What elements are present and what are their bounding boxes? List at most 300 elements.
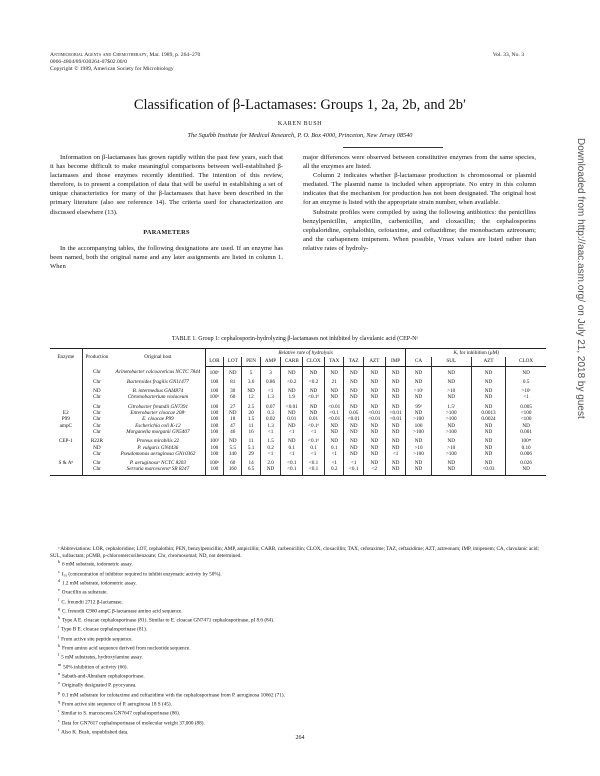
cell-value: 0.005 (506, 401, 546, 410)
footnote-text: Similar to S. marcescens GN7647 cephalosporinase (86). (61, 711, 181, 718)
cell-host: Morganella morganii GN5407 (126, 428, 190, 435)
table-row (50, 466, 546, 475)
cell-value: ND (260, 466, 281, 475)
cell-value: 140 (224, 451, 242, 457)
cell-value: 100 (205, 451, 223, 457)
cell-value: ND (406, 366, 431, 376)
header-host: Original host (111, 349, 205, 367)
cell-value: <0.2 (303, 376, 325, 385)
cell-value: ND (385, 466, 406, 475)
cell-value: ND (431, 366, 471, 376)
cell-value: ND (431, 435, 471, 444)
header-tax: TAX (324, 357, 344, 366)
cell-value: <1 (281, 451, 303, 457)
cell-value: ND (431, 457, 471, 466)
cell-value: 100 (205, 423, 223, 429)
header-imp: IMP (385, 357, 406, 366)
cell-value: <0.1 (281, 457, 303, 466)
cell-value: <1 (260, 429, 281, 435)
cell-host: E. cloacae P99 (142, 416, 174, 423)
cell-value: >10 (406, 445, 431, 451)
cell-value: 0.02 (260, 416, 281, 422)
cell-value: 100 (205, 445, 223, 451)
cell-value: ND (224, 366, 242, 376)
cell-host: Pseudomonas aeruginosa GN10362 (120, 450, 196, 457)
footnote-mark: j (58, 633, 60, 639)
footnote-text: Oxacillin as substrate. (61, 589, 108, 596)
cell-value: ND (344, 445, 364, 451)
cell-host: B. intermedius GAI4874 (132, 388, 184, 395)
cell-value: <1 (324, 451, 344, 457)
cell-value: 2.5 (242, 401, 260, 410)
cell-value: ND (506, 423, 546, 429)
cell-value: 0.10 (506, 445, 546, 451)
cell-production: Chr (82, 429, 111, 435)
cell-value: 16 (242, 429, 260, 435)
cell-value: ND (385, 385, 406, 394)
cell-enzyme: CEP-1 (58, 438, 73, 445)
cell-value: ND (431, 394, 471, 400)
cell-value: 5 (242, 366, 260, 376)
cell-value: 0.2 (324, 466, 344, 475)
cell-enzyme (50, 385, 82, 394)
cell-value: <0.03 (471, 466, 505, 475)
cell-value: 1.9 (281, 394, 303, 400)
section-heading: PARAMETERS (143, 228, 190, 236)
cell-value: ND (363, 366, 385, 376)
cell-value: >10 (431, 445, 471, 451)
cell-value: ND (385, 394, 406, 400)
footnote-mark: s (58, 717, 60, 723)
cell-value: ND (324, 435, 344, 444)
cell-value: 0.05 (344, 410, 364, 416)
cell-value: ND (406, 457, 431, 466)
cell-value: ND (363, 451, 385, 457)
cell-value: <0.01 (344, 416, 364, 422)
footnote (58, 718, 545, 727)
cell-value: 100 (205, 410, 223, 416)
cell-value: ND (344, 401, 364, 410)
paragraph: Substrate profiles were compiled by using the following antibiotics: the penicillins benzylpenicillin, ampicillin, carbenicillin, and cloxacillin; the cephalosporins cephaloridine, cephalothin, cefotaxime, and ceftazidime; the monobactam aztreonam; and the carbapenem imipenem. When possible, Vmax values are listed rather than relative rates of hydroly- (303, 208, 536, 252)
cell-value: 100 (205, 429, 223, 435)
cell-value: ND (385, 401, 406, 410)
cell-value: <1 (344, 457, 364, 466)
footnote-text: From amino acid sequence derived from nucleotide sequence. (62, 645, 191, 652)
footnote-mark: c (58, 568, 60, 574)
footnote-mark: p (58, 689, 60, 695)
cell-value: ND (344, 423, 364, 429)
cell-value: <1 (303, 451, 325, 457)
cell-value: ND (324, 394, 344, 400)
cell-value: >100 (406, 429, 431, 435)
cell-production: Chr (82, 401, 111, 410)
footnote (58, 708, 545, 717)
footnote-text: 1.2 mM substrate, iodometric assay. (62, 580, 137, 587)
cell-value: ND (224, 435, 242, 444)
footnote-text: C. freundii 2712 β-lactamase. (61, 599, 123, 606)
cell-value: 0.001 (506, 429, 546, 435)
cell-value: <0.1 (344, 466, 364, 475)
header-pen: PEN (242, 357, 260, 366)
cell-value: ND (363, 457, 385, 466)
header-ki-sul: SUL (431, 357, 471, 366)
cell-value: 0.2 (260, 445, 281, 451)
cell-value: 0.0013 (471, 410, 505, 416)
cell-value: 100ᵇ (205, 366, 223, 376)
cell-value: ND (303, 410, 325, 416)
cell-value: ND (363, 376, 385, 385)
cell-value: ND (324, 366, 344, 376)
table-row (50, 366, 546, 376)
footnote (58, 690, 545, 699)
cell-value: 0.0024 (471, 416, 505, 422)
cell-value: 18 (224, 416, 242, 422)
header-taz: TAZ (344, 357, 364, 366)
cell-value: ND (471, 457, 505, 466)
cell-value: <2 (363, 466, 385, 475)
download-watermark (572, 138, 590, 538)
cell-value: ND (385, 366, 406, 376)
cell-value: <0.01 (324, 401, 344, 410)
cell-value: <100 (506, 410, 546, 416)
footnote (58, 662, 545, 671)
footnote-mark: g (58, 605, 60, 611)
cell-value: 6.5 (242, 466, 260, 475)
cell-value: 0.1 (281, 445, 303, 451)
cell-value: ND (363, 429, 385, 435)
footnote-mark: e (58, 587, 60, 593)
cell-enzyme: P99 (61, 416, 70, 423)
cell-production: ND (82, 445, 111, 451)
cell-production: Chr (82, 416, 111, 422)
footnote-mark: i (58, 624, 60, 630)
cell-value: 11 (242, 423, 260, 429)
cell-value: 3.6 (242, 376, 260, 385)
cell-host: P. aeruginosaᵒ NCTC 8203 (129, 460, 186, 467)
cell-value: ND (224, 410, 242, 416)
cell-value: ND (406, 410, 431, 416)
footnote-mark: l (58, 652, 60, 658)
cell-value: 5.1 (242, 445, 260, 451)
cell-value: 100ᵖ (205, 457, 223, 466)
cell-value: ND (471, 451, 505, 457)
footnote-text: Originally designated P. pyocyanea. (62, 683, 137, 690)
cell-value: ND (385, 435, 406, 444)
footnote-mark: q (58, 699, 60, 705)
cell-host: P. vulgaris GN4436 (137, 444, 179, 451)
footnote-text: Sabath-and-Abraham cephalosporinase. (62, 673, 145, 680)
cell-value: <1 (506, 394, 546, 400)
cell-value: ND (506, 366, 546, 376)
footnote-mark: b (58, 559, 60, 565)
cell-value: ND (431, 423, 471, 429)
cell-value: ND (344, 435, 364, 444)
cell-value: 27 (224, 401, 242, 410)
table-row (50, 376, 546, 385)
cell-host: Chromobacterium violaceum (127, 394, 189, 401)
cell-value: 1.5 (260, 435, 281, 444)
volume-info: Vol. 33, No. 3 (492, 52, 524, 58)
article-title: Classification of β-Lactamases: Groups 1, 2a, 2b, and 2b′ (133, 97, 467, 113)
cell-value: ND (406, 466, 431, 475)
cell-value: ND (324, 429, 344, 435)
cell-value: 0.01 (303, 416, 325, 422)
cell-value: 29 (242, 451, 260, 457)
cell-production: Chr (82, 366, 111, 376)
cell-value: 0.01 (281, 416, 303, 422)
divider (343, 147, 443, 148)
cell-value: 100 (406, 423, 431, 429)
header-production: Production (82, 349, 111, 367)
cell-value: 30 (224, 385, 242, 394)
cell-value: >10ᶜ (406, 385, 431, 394)
cell-value: ND (431, 376, 471, 385)
cell-value: 99ᶠ (406, 401, 431, 410)
cell-value: >100 (431, 429, 471, 435)
header-lot: LOT (224, 357, 242, 366)
cell-value: <0.1 (281, 466, 303, 475)
cell-value: ND (363, 401, 385, 410)
cell-host: Acinetobacter calcoaceticus NCTC 7844 (115, 369, 201, 376)
cell-value: ND (385, 376, 406, 385)
cell-value: ND (471, 445, 505, 451)
cell-host: Proteus mirabilis 22 (136, 438, 180, 445)
footnote-mark: m (58, 661, 62, 667)
cell-production: Chr (82, 394, 111, 400)
footnote (58, 699, 545, 708)
footnote-mark: h (58, 615, 60, 621)
cell-value: 1.5ᶠ (431, 401, 471, 410)
cell-value: ND (406, 435, 431, 444)
header-ki-azt: AZT (471, 357, 505, 366)
footnote-text: I₅₀ (concentration of inhibitor required to inhibit enzymatic activity by 50%). (61, 571, 222, 578)
cell-value: 2.0 (260, 457, 281, 466)
cell-value: ND (471, 429, 505, 435)
footnote-mark: r (58, 708, 60, 714)
footnote (58, 643, 545, 652)
affiliation: The Squibb Institute for Medical Research, P. O. Box 4000, Princeton, New Jersey 08540 (187, 132, 413, 139)
table-row (50, 435, 546, 444)
table-row (50, 385, 546, 394)
cell-production: Chr (82, 376, 111, 385)
cell-value: >100 (431, 416, 471, 422)
cell-value: <0.1ᵈ (303, 423, 325, 429)
cell-value: <0.01 (281, 401, 303, 410)
cell-value: 0.07 (260, 401, 281, 410)
cell-value: ND (344, 451, 364, 457)
footnote (58, 634, 545, 643)
footnote-mark: n (58, 671, 60, 677)
citation: , Mar. 1989, p. 264–270 (146, 52, 201, 58)
cell-value: 12 (242, 394, 260, 400)
cell-value: >100 (431, 410, 471, 416)
cell-value: ND (324, 423, 344, 429)
cell-value: ND (471, 385, 505, 394)
table-caption: TABLE 1. Group 1: cephalosporin-hydrolyzing β-lactamases not inhibited by clavulanic acid (CEP-Nᵃ (171, 336, 419, 342)
cell-value: <1 (281, 429, 303, 435)
cell-value: ND (385, 429, 406, 435)
header-ki-ca: CA (406, 357, 431, 366)
footnote (58, 606, 545, 615)
cell-value: <1 (260, 385, 281, 394)
cell-production: Chr (82, 466, 111, 475)
cell-value: ND (363, 423, 385, 429)
cell-value: <100 (506, 416, 546, 422)
table-footnotes (50, 546, 545, 736)
footnote-text: Type B E. cloacae cephalosporinase (81). (61, 627, 148, 634)
cell-value: <0.01 (363, 416, 385, 422)
cell-value: <0.01 (363, 410, 385, 416)
cell-value: <0.2 (281, 376, 303, 385)
cell-value: 1.5 (242, 416, 260, 422)
cell-value: ND (344, 366, 364, 376)
cell-value: ND (344, 429, 364, 435)
header-hydrolysis: Relative rate of hydrolysis (205, 349, 406, 358)
footnote-text: Type A E. cloacae cephalosporinase (81). Similar to E. cloacae GN7471 cephalosporinase, pI 8.6 (84). (62, 617, 275, 624)
cell-value: ND (471, 401, 505, 410)
cell-value: 0.5 (506, 376, 546, 385)
cell-production: ND (82, 385, 111, 394)
cell-value: ND (281, 385, 303, 394)
paragraph: Column 2 indicates whether β-lactamase production is chromosomal or plasmid mediated. The plasmid name is included when appropriate. No entry in this column indicates that the mechanism for production has not been designated. The original host for an enzyme is listed with the appropriate strain number, when available. (303, 172, 536, 207)
cell-enzyme (50, 401, 82, 410)
footnote (58, 652, 545, 661)
cell-value: 100 (205, 416, 223, 422)
footnote-mark: d (58, 577, 60, 583)
cell-value: 100 (205, 385, 223, 394)
header-carb: CARB (281, 357, 303, 366)
footnote-mark: f (58, 596, 60, 602)
cell-value: ND (471, 376, 505, 385)
cell-value: ND (471, 435, 505, 444)
footnote (58, 578, 545, 587)
cell-value: 21 (324, 376, 344, 385)
cell-value: ND (303, 401, 325, 410)
cell-value: 100 (205, 401, 223, 410)
cell-value: 5.5 (224, 445, 242, 451)
footnote (58, 680, 545, 689)
cell-value: ND (506, 466, 546, 475)
cell-production: Chr (82, 451, 111, 457)
cell-value: ND (281, 423, 303, 429)
cell-value: ND (303, 385, 325, 394)
journal-header (50, 52, 200, 73)
cell-value: 160 (224, 466, 242, 475)
cell-value: 0.006 (506, 451, 546, 457)
footnote-text: C. freundii C960 ampC β-lactamase amino acid sequence. (62, 608, 183, 615)
copyright: Copyright © 1989, American Society for Microbiology (50, 66, 174, 72)
cell-value: 1.3 (260, 394, 281, 400)
cell-value: >10 (431, 385, 471, 394)
cell-value: ND (385, 457, 406, 466)
header-ki-clox: CLOX (506, 357, 546, 366)
cell-value: ND (344, 385, 364, 394)
cell-value: 0.026 (506, 457, 546, 466)
footnote (58, 615, 545, 624)
footnote-text: From active site sequence of P. aeruginosa 18 S (45). (62, 701, 172, 708)
cell-value: 3 (260, 366, 281, 376)
cell-value: ND (281, 435, 303, 444)
footnote-text: 50% inhibition of activity (66). (63, 664, 128, 671)
cell-value: ND (431, 466, 471, 475)
cell-value: <1 (260, 451, 281, 457)
cell-host: Escherichia coli K-12 (135, 422, 181, 429)
cell-value: ND (344, 376, 364, 385)
cell-value: >10ᶜ (506, 385, 546, 394)
cell-value: 0.86 (260, 376, 281, 385)
cell-host: Citrobacter freundii GN7391 (127, 403, 189, 410)
cell-value: ND (281, 410, 303, 416)
parameters-paragraph: In the accompanying tables, the following designations are used. If an enzyme has been named, both the original name and any later assignments are listed in column 1. When (50, 244, 283, 270)
table-row (50, 401, 546, 410)
cell-value: >100 (431, 451, 471, 457)
cell-value: 46 (224, 429, 242, 435)
cell-production: Chr (82, 457, 111, 466)
cell-value: <0.01 (324, 416, 344, 422)
cell-value: 100 (205, 376, 223, 385)
footnote-mark: o (58, 680, 60, 686)
cell-host: Bacteroides fragilis GN11477 (126, 378, 189, 385)
cell-value: <0.1 (303, 457, 325, 466)
cell-value: ND (406, 394, 431, 400)
table-row (50, 457, 546, 466)
footnote-text: 6 mM substrate, iodometric assay. (62, 561, 133, 568)
footnote (58, 671, 545, 680)
header-clox: CLOX (303, 357, 325, 366)
cell-value: ND (471, 394, 505, 400)
cell-production: R22R (82, 435, 111, 444)
cell-value: ND (406, 376, 431, 385)
cell-value: <0.1ᵈ (303, 435, 325, 444)
cell-value: 60 (224, 394, 242, 400)
cell-value: ND (385, 423, 406, 429)
cell-value: <0.1ᵈ (303, 394, 325, 400)
cell-value: 100ᵐ (506, 435, 546, 444)
cell-value: ND (303, 366, 325, 376)
cell-value: ND (471, 423, 505, 429)
footnote (58, 624, 545, 633)
paragraph: major differences were observed between constitutive enzymes from the same species, all the enzymes are listed. (303, 154, 536, 171)
journal-name: Antimicrobial Agents and Chemotherapy (50, 52, 147, 58)
cell-value: 100ᶠ (205, 435, 223, 444)
cell-value: ND (344, 394, 364, 400)
cell-value: 60 (224, 457, 242, 466)
cell-enzyme (50, 366, 82, 376)
cell-value: <0.1 (303, 466, 325, 475)
cell-value: 20 (242, 410, 260, 416)
cell-value: <1 (324, 457, 344, 466)
cell-value: <1 (385, 451, 406, 457)
cell-enzyme (50, 466, 82, 475)
footnote (58, 559, 545, 568)
left-column (50, 153, 283, 271)
footnote (58, 587, 545, 596)
cell-value: ND (385, 445, 406, 451)
cell-value: 11 (242, 435, 260, 444)
cell-value: 0.3 (260, 410, 281, 416)
cell-production: Chr (82, 410, 111, 416)
author: KAREN BUSH (277, 121, 323, 127)
header-inhibition: Kᵢ for inhibition (μM) (406, 349, 546, 358)
cell-value: <0.01 (385, 416, 406, 422)
footnote-mark: t (58, 727, 60, 733)
cell-value: <1 (303, 429, 325, 435)
header-enzyme: Enzyme (50, 349, 82, 367)
watermark-text: Downloaded from http://aac.asm.org/ on July 21, 2018 by guest (575, 138, 586, 419)
footnote-text: Also K. Bush, unpublished data. (61, 729, 129, 736)
cell-value: ND (363, 394, 385, 400)
cell-host: Serratia marcescensᵠ SR 8247 (111, 466, 205, 475)
